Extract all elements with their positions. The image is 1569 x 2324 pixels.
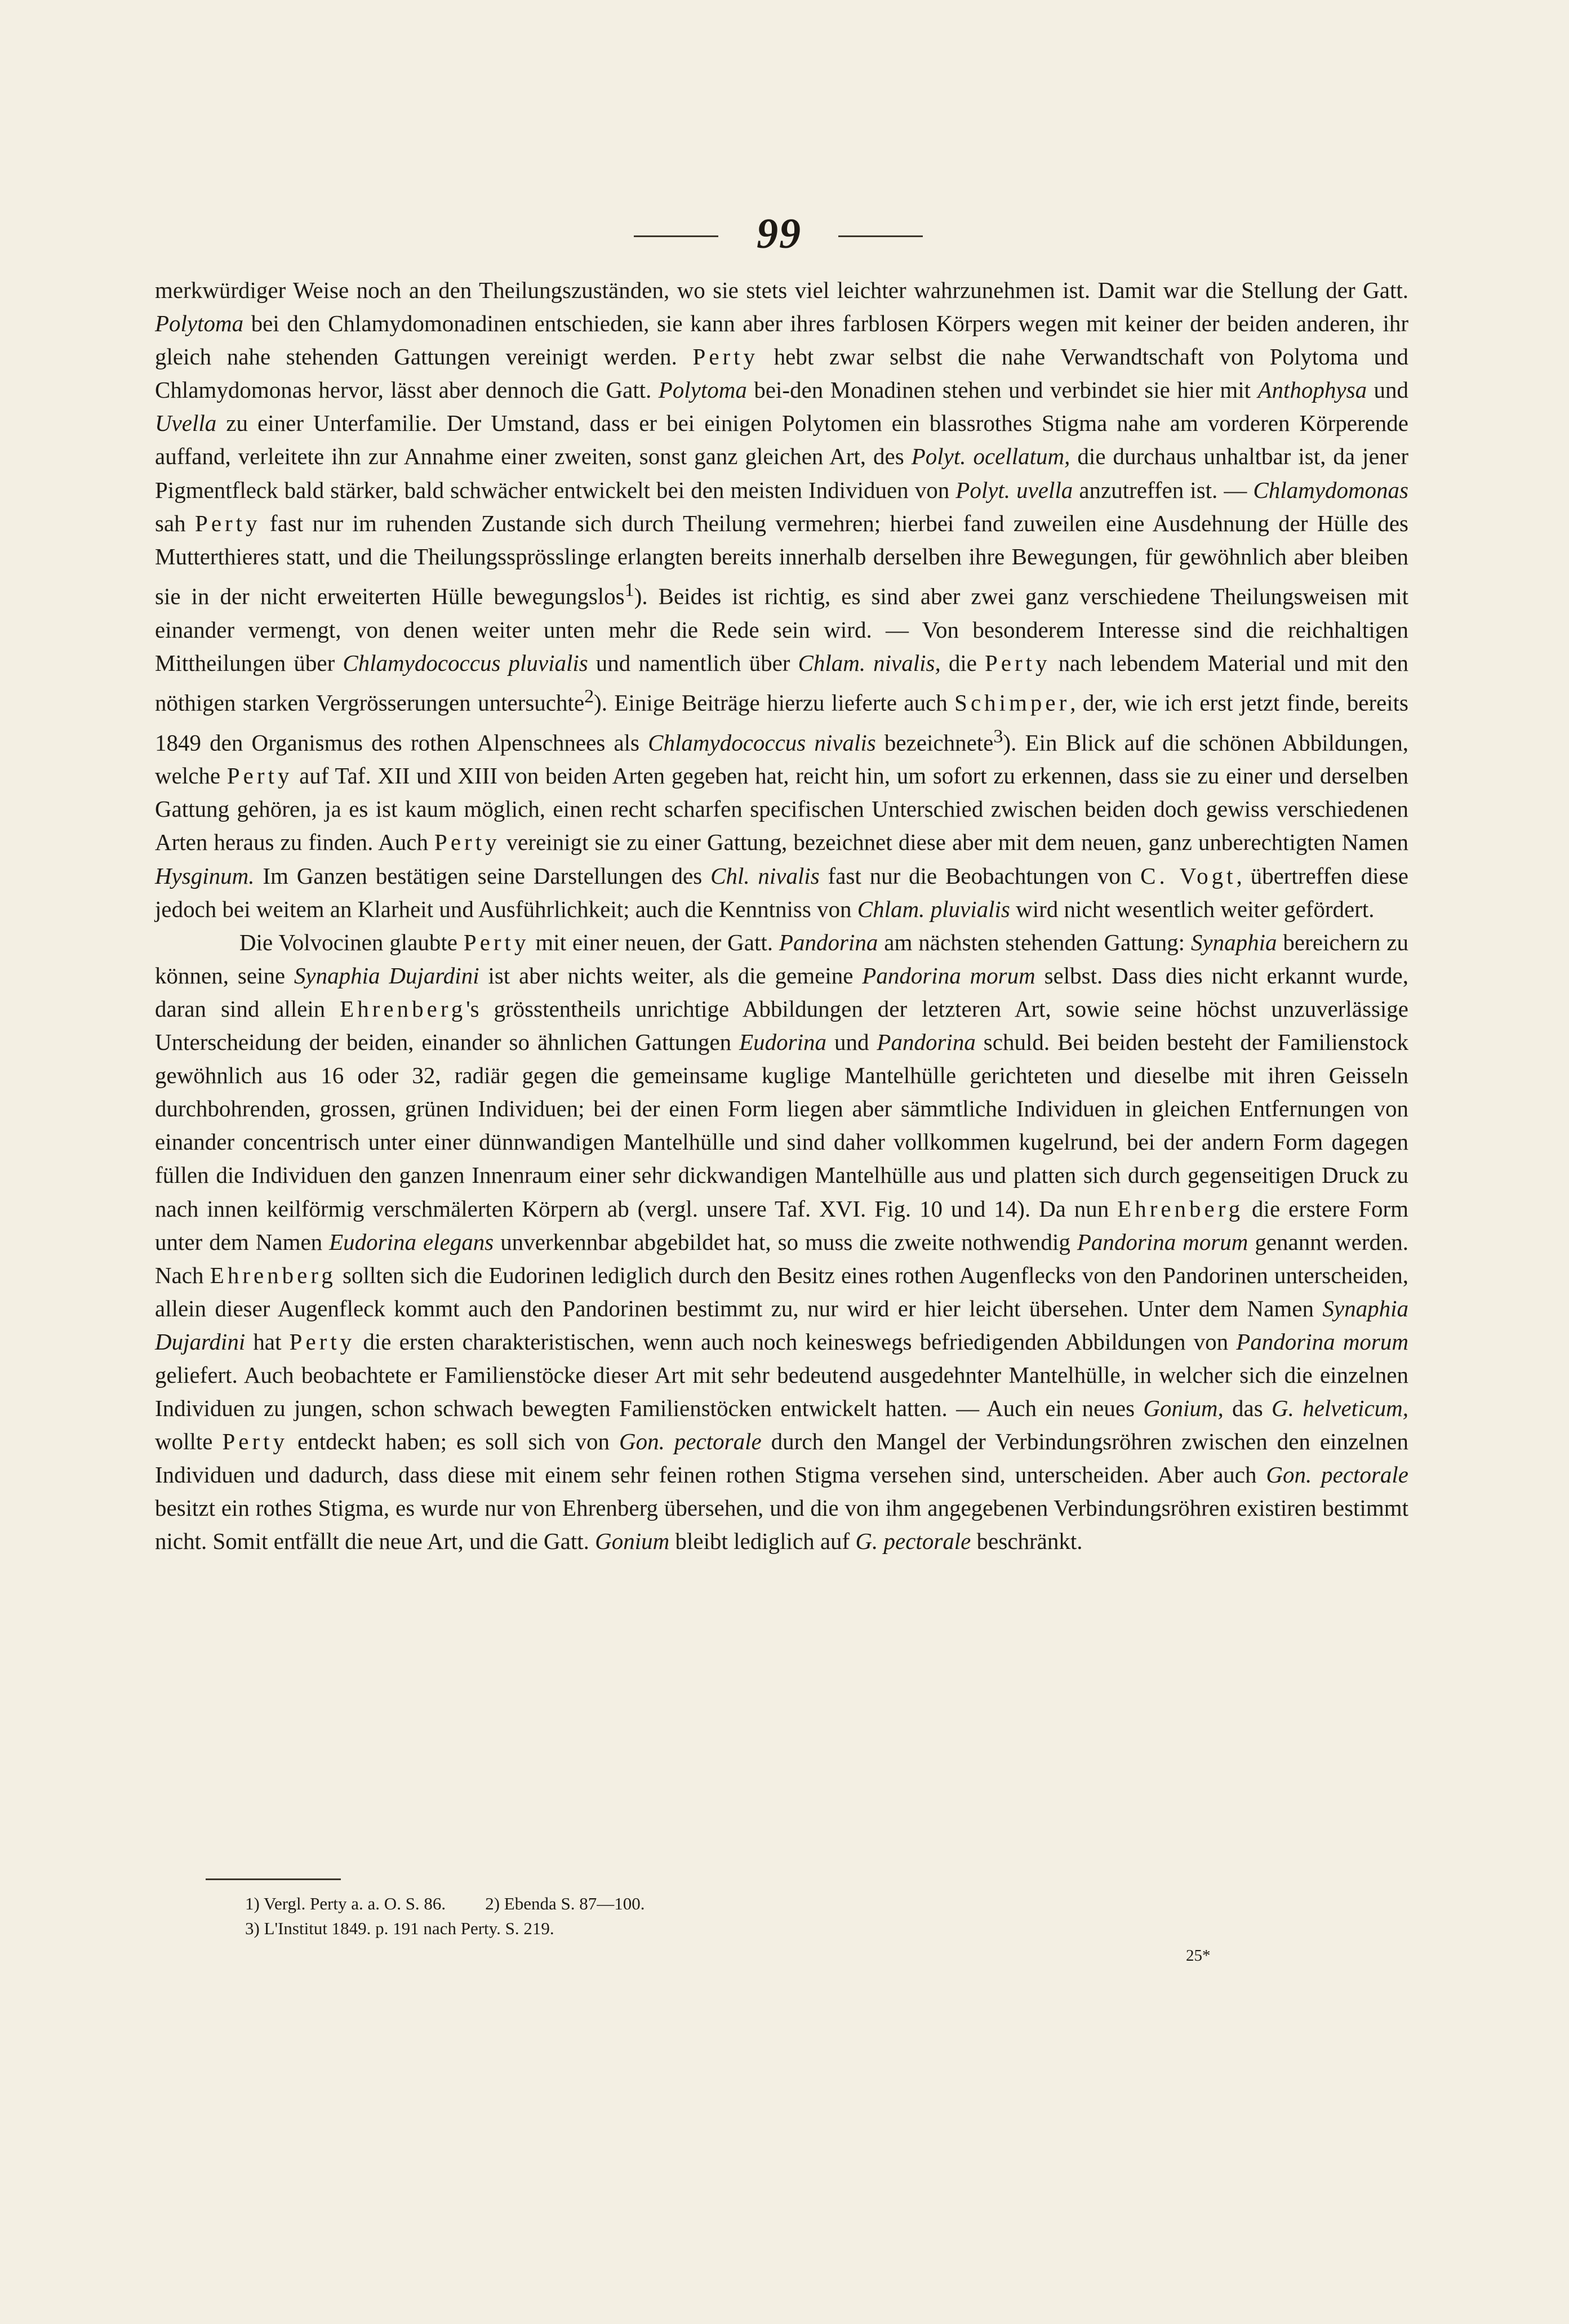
taxon-name: Chlamydococcus pluvialis [343, 649, 588, 676]
text-run: ). Einige Beiträge hierzu lieferte auch [594, 689, 955, 716]
text-run: und [1367, 377, 1409, 403]
taxon-name: Chlamydomonas [1253, 477, 1409, 503]
taxon-name: Polytoma [155, 310, 244, 337]
text-run: genannt werden. Nach [155, 1228, 1408, 1288]
text-run: auf Taf. XII und XIII von beiden Arten gegeben hat, reicht hin, um sofort zu erkennen, dass sie zu einer und derselben Gattung gehören, ja es ist kaum möglich, einen recht scharfen specifischen Unterschied zwischen beiden doch gewiss verschiedenen Arten heraus zu finden. Auch [155, 763, 1409, 856]
text-run: ). Ein Blick auf die schönen Abbildungen, welche [155, 729, 1408, 789]
taxon-name: Synaphia [1190, 929, 1277, 955]
taxon-name: Gon. pectorale [1266, 1462, 1408, 1488]
taxon-name: Eudorina elegans [329, 1228, 494, 1255]
taxon-name: Synaphia Dujardini [294, 962, 479, 989]
paragraph-1 [155, 274, 1408, 926]
text-run: die [940, 649, 985, 676]
taxon-name: Chlam. nivalis, [798, 649, 941, 676]
taxon-name: Polyt. ocellatum, [911, 443, 1070, 470]
taxon-name: Polytoma [658, 377, 747, 403]
author-name: Perty [195, 510, 261, 536]
text-run: hat [245, 1328, 290, 1355]
taxon-name: Polyt. uvella [955, 477, 1073, 503]
author-name: Perty [289, 1328, 355, 1355]
text-run: ist aber nichts weiter, als die gemeine [479, 962, 863, 989]
author-name: Perty [226, 763, 293, 789]
taxon-name: Pandorina [779, 929, 878, 955]
text-run: nach lebendem Material und mit den nöthigen starken Vergrösserungen untersuchte [155, 649, 1408, 716]
text-run: anzutreffen ist. — [1073, 477, 1254, 503]
author-name: Perty [692, 344, 759, 370]
text-run: bezeichnete [875, 729, 994, 756]
text-run: geliefert. Auch beobachtete er Familienstöcke dieser Art mit sehr bedeutend ausgedehnter Mantelhülle, in welcher sich die einzelnen Individuen zu jungen, schon schwach bewegten Familienstöcken entwickelt hatten. — Auch ein neues [155, 1361, 1408, 1422]
text-run: wird nicht wesentlich weiter gefördert. [1010, 896, 1375, 922]
author-name: Ehrenberg [340, 995, 466, 1022]
text-run: selbst. Dass dies nicht erkannt wurde, daran sind allein [155, 962, 1408, 1022]
author-name: Ehrenberg [1117, 1195, 1244, 1222]
text-run: und namentlich über [588, 649, 798, 676]
text-run: wollte [155, 1428, 223, 1455]
text-run: , der, wie ich erst jetzt finde, bereits 1849 den Organismus des rothen Alpenschnees als [155, 689, 1408, 756]
taxon-name: Eudorina [739, 1029, 826, 1056]
footnote-marker: 3 [993, 725, 1003, 747]
text-run: die durchaus unhaltbar ist, da jener Pigmentfleck bald stärker, bald schwächer entwickelt bei den meisten Individuen von [155, 443, 1409, 503]
text-run: schuld. Bei beiden besteht der Familienstock gewöhnlich aus 16 oder 32, radiär gegen die gemeinsame kuglige Mantelhülle gerichteten und dieselbe mit ihren Geisseln durchbohrenden, grossen, grünen Individuen; bei der einen Form liegen aber sämmtliche Individuen in gleichen Entfernungen von einander concentrisch unter einer dünnwandigen Mantelhülle und sind daher vollkommen kugelrund, bei der andern Form dagegen füllen die Individuen den ganzen Innenraum einer sehr dickwandigen Mantelhülle aus und platten sich durch gegenseitigen Druck zu nach innen keilförmig verschmälerten Körpern ab (vergl. unsere Taf. XVI. Fig. 10 und 14). Da nun [155, 1029, 1408, 1222]
taxon-name: Pandorina morum [1077, 1228, 1248, 1255]
text-run: beschränkt. [971, 1528, 1083, 1555]
footnote-marker: 2 [584, 685, 594, 707]
taxon-name: Chlamydococcus nivalis [648, 729, 876, 756]
taxon-name: Pandorina [877, 1029, 976, 1056]
footnote-line [245, 1891, 1146, 1916]
text-run: bei-den Monadinen stehen und verbindet sie hier mit [746, 377, 1258, 403]
text-run: besitzt ein rothes Stigma, es wurde nur von Ehrenberg übersehen, und die von ihm angegebenen Verbindungsröhren existiren bestimmt nicht. Somit entfällt die neue Art, und die Gatt. [155, 1495, 1408, 1555]
taxon-name: Pandorina morum [862, 962, 1035, 989]
footnotes [245, 1891, 1146, 1941]
taxon-name: Gonium, [1143, 1395, 1224, 1422]
text-run: bereichern zu können, seine [155, 929, 1409, 989]
footnote-1: 1) Vergl. Perty a. a. O. S. 86. [245, 1894, 446, 1913]
text-run: , übertreffen diese jedoch bei weitem an Klarheit und Ausführlichkeit; auch die Kenntniss von [155, 862, 1408, 922]
taxon-name: Gonium [595, 1528, 670, 1555]
text-run: bleibt lediglich auf [669, 1528, 856, 1555]
author-name: Schimper [954, 689, 1070, 716]
author-name: Ehrenberg [210, 1262, 336, 1288]
paragraph-2 [155, 926, 1408, 1559]
text-run: ). Beides ist richtig, es sind aber zwei ganz verschiedene Theilungsweisen mit einander vermengt, von denen weiter unten mehr die Rede sein wird. — Von besonderem Interesse sind die reichhaltigen Mittheilungen über [155, 583, 1408, 676]
footnote-marker: 1 [624, 579, 634, 600]
text-run: das [1223, 1395, 1272, 1422]
text-run: sollten sich die Eudorinen lediglich durch den Besitz eines rothen Augenflecks von den Pandorinen unterscheiden, allein dieser Augenfleck kommt auch den Pandorinen bestimmt zu, nur wird er hier leicht übersehen. Unter dem Namen [155, 1262, 1408, 1321]
text-run: bei den Chlamydomonadinen entschieden, sie kann aber ihres farblosen Körpers wegen mit keiner der beiden anderen, ihr gleich nahe stehenden Gattungen vereinigt werden. [155, 310, 1408, 370]
footnote-3: 3) L'Institut 1849. p. 191 nach Perty. S. 219. [245, 1918, 554, 1938]
taxon-name: Uvella [155, 410, 217, 437]
taxon-name: Hysginum. [155, 862, 255, 889]
text-run: mit einer neuen, der Gatt. [529, 929, 779, 955]
text-run: unverkennbar abgebildet hat, so muss die zweite nothwendig [494, 1228, 1077, 1255]
author-name: C. Vogt [1140, 862, 1237, 889]
header-rule-left [634, 235, 718, 237]
taxon-name: Chlam. pluvialis [857, 896, 1010, 922]
taxon-name: G. pectorale [855, 1528, 971, 1555]
text-run: die erstere Form unter dem Namen [155, 1195, 1409, 1255]
footnote-rule [206, 1878, 341, 1880]
text-run: fast nur die Beobachtungen von [819, 862, 1141, 889]
text-run: fast nur im ruhenden Zustande sich durch Theilung vermehren; hierbei fand zuweilen eine Ausdehnung der Hülle des Mutterthieres statt, und die Theilungssprösslinge erlangten bereits innerhalb derselben ihre Bewegungen, für gewöhnlich aber bleiben sie in der nicht erweiterten Hülle bewegungslos [155, 510, 1408, 609]
text-run: Im Ganzen bestätigen seine Darstellungen des [254, 862, 711, 889]
text-run: hebt zwar selbst die nahe Verwandtschaft von Polytoma und Chlamydomonas hervor, lässt aber dennoch die Gatt. [155, 344, 1408, 403]
text-run: und [826, 1029, 877, 1056]
taxon-name: Gon. pectorale [619, 1428, 762, 1455]
page-header [0, 203, 1569, 265]
text-run: sah [155, 510, 195, 536]
author-name: Perty [434, 829, 500, 856]
taxon-name: G. helveticum, [1272, 1395, 1409, 1422]
text-run: 's grösstentheils unrichtige Abbildungen der letzteren Art, sowie seine höchst unzuverlässige Unterscheidung der beiden, einander so ähnlichen Gattungen [155, 995, 1409, 1056]
taxon-name: Anthophysa [1257, 377, 1367, 403]
text-run: merkwürdiger Weise noch an den Theilungszuständen, wo sie stets viel leichter wahrzunehmen ist. Damit war die Stellung der Gatt. [155, 277, 1408, 303]
text-run: durch den Mangel der Verbindungsröhren zwischen den einzelnen Individuen und dadurch, dass diese mit einem sehr feinen rothen Stigma versehen sind, unterscheiden. Aber auch [155, 1428, 1408, 1488]
text-run: am nächsten stehenden Gattung: [878, 929, 1191, 955]
author-name: Perty [463, 929, 530, 955]
text-run: Die Volvocinen glaubte [239, 929, 464, 955]
text-run: die ersten charakteristischen, wenn auch noch keineswegs befriedigenden Abbildungen von [355, 1328, 1237, 1355]
author-name: Perty [222, 1428, 288, 1455]
page-number: 99 [757, 210, 802, 257]
footnote-2: 2) Ebenda S. 87—100. [485, 1894, 645, 1913]
text-run: zu einer Unterfamilie. Der Umstand, dass er bei einigen Polytomen ein blassrothes Stigma nahe am vorderen Körperende auffand, verleitete ihn zur Annahme einer zweiten, sonst ganz gleichen Art, des [155, 410, 1408, 470]
taxon-name: Chl. nivalis [710, 862, 820, 889]
header-rule-right [838, 235, 923, 237]
taxon-name: Pandorina morum [1236, 1328, 1408, 1355]
text-run: entdeckt haben; es soll sich von [288, 1428, 619, 1455]
taxon-name: Synaphia Dujardini [155, 1295, 1408, 1355]
author-name: Perty [984, 649, 1051, 676]
sheet-signature: 25* [1186, 1947, 1211, 1965]
text-run: vereinigt sie zu einer Gattung, bezeichnet diese aber mit dem neuen, ganz unberechtigten Namen [500, 829, 1408, 856]
body-text [155, 274, 1408, 1559]
